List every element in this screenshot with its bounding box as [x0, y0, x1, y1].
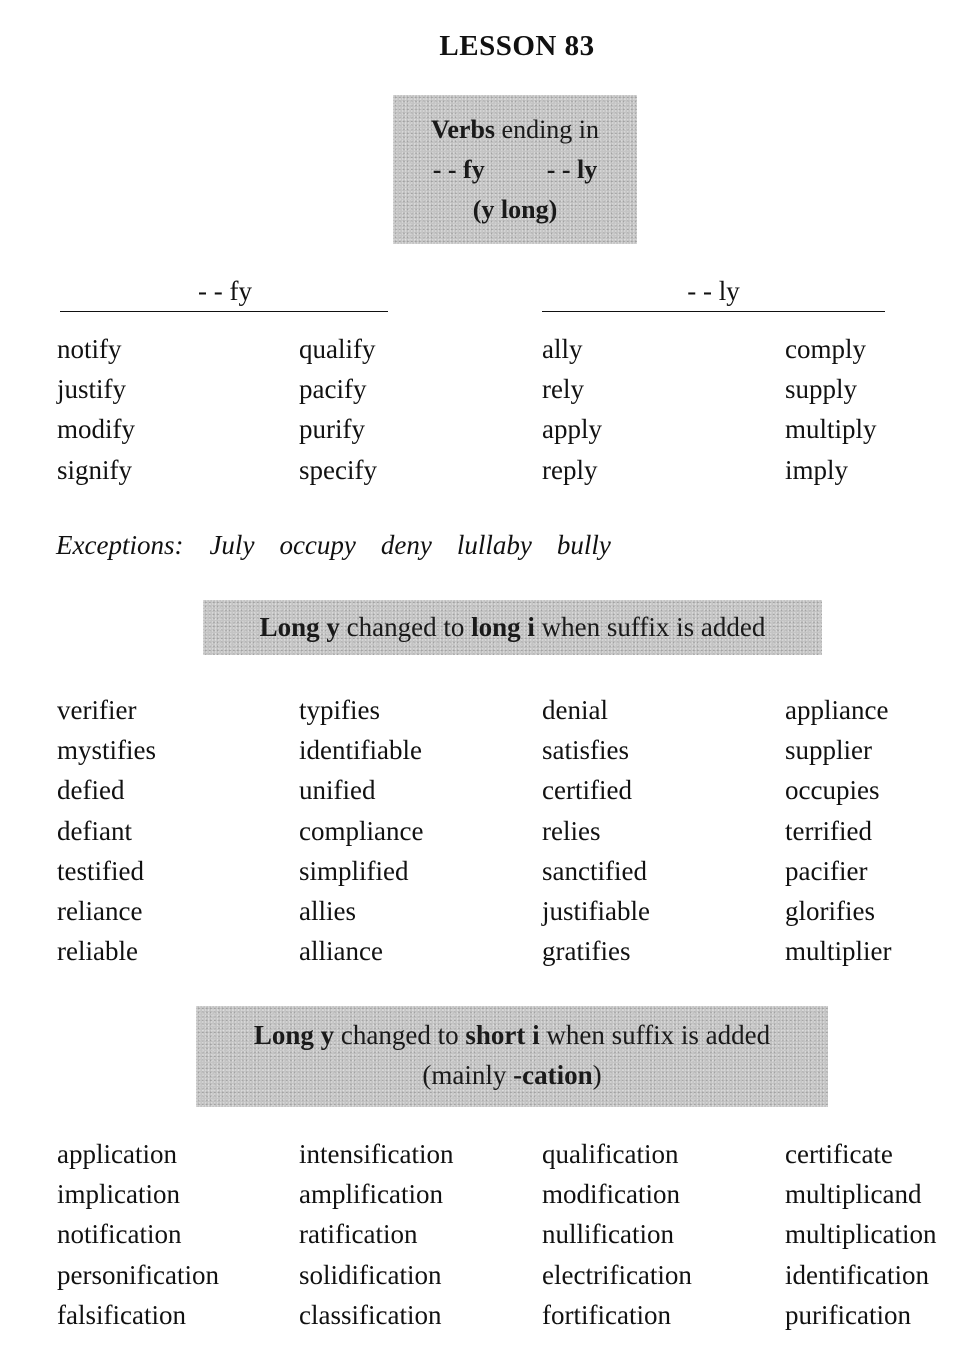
heading-text: (mainly [422, 1060, 514, 1090]
exception-word: occupy [279, 530, 356, 560]
word: multiplicand [785, 1179, 922, 1210]
cation-suffix: -cation [513, 1060, 593, 1090]
exception-word: July [209, 530, 255, 560]
word: specify [299, 454, 377, 485]
word: imply [785, 454, 849, 485]
heading-bold: short i [465, 1020, 540, 1050]
short-i-column-4 [785, 1134, 936, 1335]
ly-divider [542, 311, 885, 312]
word: terrified [785, 815, 872, 846]
word: relies [542, 815, 601, 846]
word: signify [57, 454, 133, 485]
short-i-column-1 [57, 1134, 219, 1335]
word: compliance [299, 815, 424, 846]
heading-bold: long i [471, 612, 535, 642]
word: typifies [299, 695, 380, 725]
exceptions-label: Exceptions: [56, 530, 184, 560]
word: ally [542, 334, 583, 364]
exception-word: bully [556, 530, 611, 560]
word: electrification [542, 1259, 692, 1290]
word: justifiable [542, 896, 650, 927]
heading-text: changed to [339, 612, 472, 642]
word: modify [57, 414, 135, 445]
word: falsification [57, 1299, 186, 1330]
exception-word: lullaby [456, 530, 532, 560]
word: verifier [57, 695, 137, 725]
word: qualification [542, 1139, 679, 1169]
word: identification [785, 1259, 929, 1290]
word: multiplier [785, 936, 892, 967]
word: reliable [57, 936, 138, 967]
word: testified [57, 855, 144, 886]
word: simplified [299, 855, 409, 886]
word: justify [57, 374, 127, 405]
word: qualify [299, 334, 376, 364]
word: defiant [57, 815, 132, 846]
word: pacifier [785, 855, 868, 886]
word: sanctified [542, 855, 647, 886]
word: certified [542, 775, 632, 806]
long-i-heading-box [203, 600, 822, 655]
ly-verbs-column-2 [785, 329, 877, 490]
ending-in-text: ending in [495, 115, 600, 144]
word: ratification [299, 1219, 418, 1250]
y-long-note: (y long) [472, 195, 558, 224]
word: apply [542, 414, 602, 445]
heading-text: ) [592, 1060, 602, 1090]
fy-divider [60, 311, 388, 312]
word: allies [299, 896, 356, 927]
short-i-column-2 [299, 1134, 453, 1335]
word: appliance [785, 695, 889, 725]
word: fortification [542, 1299, 671, 1330]
word: reliance [57, 896, 143, 927]
word: alliance [299, 936, 383, 967]
heading-text: changed to [334, 1020, 466, 1050]
word: modification [542, 1179, 680, 1210]
verbs-word: Verbs [430, 115, 496, 144]
word: glorifies [785, 896, 875, 927]
word: personification [57, 1259, 219, 1290]
word: rely [542, 374, 584, 405]
word: reply [542, 454, 598, 485]
heading-bold: Long y [253, 1020, 335, 1050]
exception-word: deny [380, 530, 432, 560]
long-i-column-1 [57, 690, 156, 971]
page-title: LESSON 83 [439, 30, 595, 62]
word: multiply [785, 414, 877, 445]
word: pacify [299, 374, 367, 405]
word: gratifies [542, 936, 631, 967]
fy-column-header: - - fy [198, 276, 252, 306]
word: occupies [785, 775, 880, 806]
word: purify [299, 414, 365, 445]
exceptions-line [56, 530, 636, 561]
word: amplification [299, 1179, 443, 1210]
word: classification [299, 1299, 442, 1330]
word: unified [299, 775, 376, 806]
fy-suffix: - - fy [432, 155, 485, 184]
word: denial [542, 695, 608, 725]
word: intensification [299, 1139, 454, 1169]
long-i-column-4 [785, 690, 891, 971]
word: supply [785, 374, 858, 405]
short-i-column-3 [542, 1134, 692, 1335]
word: solidification [299, 1259, 442, 1290]
long-i-column-2 [299, 690, 423, 971]
word: satisfies [542, 735, 629, 766]
fy-verbs-column-2 [299, 329, 377, 490]
word: defied [57, 775, 125, 806]
word: notify [57, 334, 122, 364]
fy-verbs-column-1 [57, 329, 135, 490]
word: notification [57, 1219, 182, 1250]
short-i-heading-box [196, 1006, 828, 1107]
heading-bold: Long y [259, 612, 340, 642]
heading-text: when suffix is added [539, 1020, 771, 1050]
word: supplier [785, 735, 872, 766]
ly-suffix: - - ly [546, 155, 598, 184]
word: application [57, 1139, 177, 1169]
word: certificate [785, 1139, 893, 1169]
word: comply [785, 334, 866, 364]
long-i-column-3 [542, 690, 650, 971]
word: purification [785, 1299, 911, 1330]
heading-text: when suffix is added [534, 612, 766, 642]
verbs-heading-box [393, 95, 637, 244]
word: multiplication [785, 1219, 937, 1250]
ly-column-header: - - ly [687, 276, 740, 306]
word: implication [57, 1179, 180, 1210]
word: mystifies [57, 735, 156, 766]
word: identifiable [299, 735, 422, 766]
ly-verbs-column-1 [542, 329, 602, 490]
word: nullification [542, 1219, 674, 1250]
